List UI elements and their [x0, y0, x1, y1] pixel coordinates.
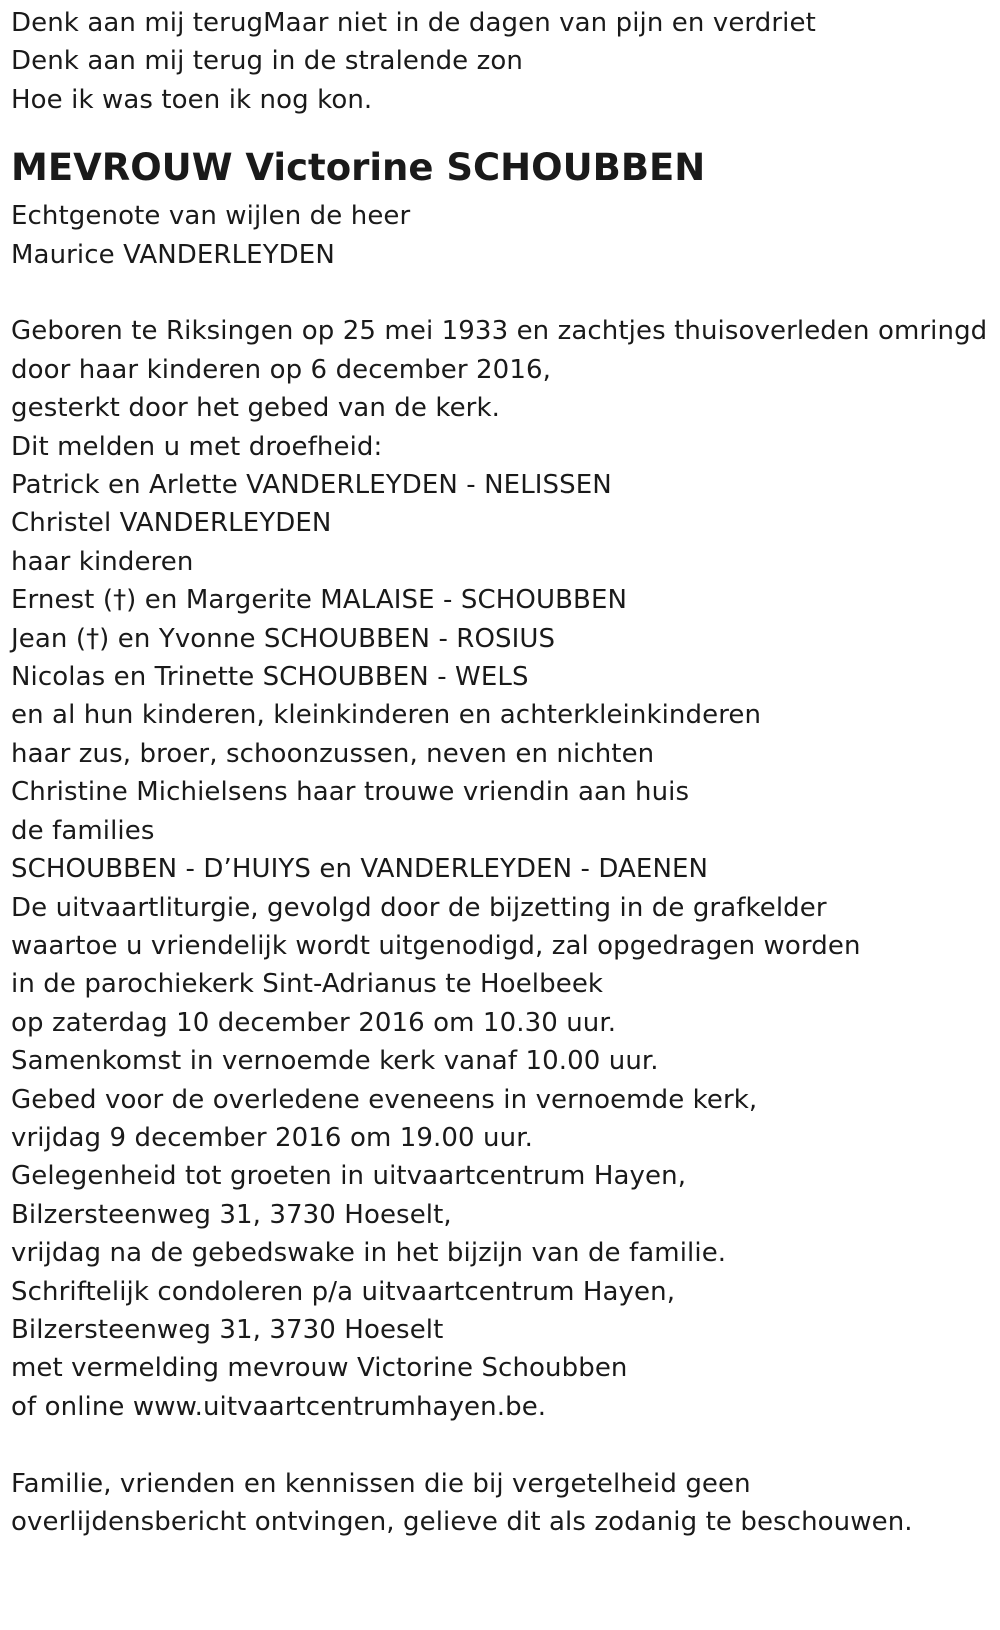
spacer: [11, 274, 1000, 312]
body-line: De uitvaartliturgie, gevolgd door de bijzetting in de grafkelder: [11, 892, 827, 923]
body-line: Geboren te Riksingen op 25 mei 1933 en zachtjes thuisoverleden omringd: [11, 316, 988, 347]
body-line: Schriftelijk condoleren p/a uitvaartcentrum Hayen,: [11, 1276, 676, 1307]
body-line: met vermelding mevrouw Victorine Schoubben: [11, 1353, 628, 1384]
spouse-line: Maurice VANDERLEYDEN: [11, 239, 335, 270]
body-line: waartoe u vriendelijk wordt uitgenodigd, zal opgedragen worden: [11, 930, 861, 961]
body-line: Gebed voor de overledene eveneens in vernoemde kerk,: [11, 1084, 758, 1115]
spouse-info: [11, 197, 1000, 274]
poem: [11, 4, 1000, 119]
deceased-name-title: MEVROUW Victorine SCHOUBBEN: [11, 146, 706, 190]
body-line: Dit melden u met droefheid:: [11, 431, 383, 462]
body-line: of online www.uitvaartcentrumhayen.be.: [11, 1391, 547, 1422]
poem-line: Denk aan mij terugMaar niet in de dagen van pijn en verdriet: [11, 8, 816, 38]
body-line: in de parochiekerk Sint-Adrianus te Hoelbeek: [11, 969, 604, 1000]
body-line: haar kinderen: [11, 546, 194, 577]
body-line: en al hun kinderen, kleinkinderen en achterkleinkinderen: [11, 700, 762, 731]
body-line: Patrick en Arlette VANDERLEYDEN - NELISSEN: [11, 470, 612, 501]
closing-note: [11, 1465, 1000, 1542]
body-line: Samenkomst in vernoemde kerk vanaf 10.00 uur.: [11, 1046, 659, 1077]
body-line: Jean (†) en Yvonne SCHOUBBEN - ROSIUS: [11, 623, 556, 654]
body-line: vrijdag na de gebedswake in het bijzijn van de familie.: [11, 1238, 727, 1269]
body-line: Ernest (†) en Margerite MALAISE - SCHOUBBEN: [11, 585, 628, 616]
closing-line: overlijdensbericht ontvingen, gelieve dit als zodanig te beschouwen.: [11, 1507, 913, 1537]
body-line: Bilzersteenweg 31, 3730 Hoeselt,: [11, 1199, 452, 1230]
body-line: Bilzersteenweg 31, 3730 Hoeselt: [11, 1314, 444, 1345]
poem-line: Hoe ik was toen ik nog kon.: [11, 84, 373, 115]
spouse-line: Echtgenote van wijlen de heer: [11, 201, 411, 232]
announcement-body: [11, 312, 1000, 1426]
body-line: Christel VANDERLEYDEN: [11, 508, 332, 539]
body-line: Gelegenheid tot groeten in uitvaartcentrum Hayen,: [11, 1161, 687, 1192]
body-line: door haar kinderen op 6 december 2016,: [11, 354, 551, 385]
body-line: gesterkt door het gebed van de kerk.: [11, 393, 500, 424]
body-line: vrijdag 9 december 2016 om 19.00 uur.: [11, 1122, 533, 1153]
spacer: [11, 1426, 1000, 1464]
poem-line: Denk aan mij terug in de stralende zon: [11, 46, 523, 77]
body-line: de families: [11, 815, 155, 846]
body-line: haar zus, broer, schoonzussen, neven en nichten: [11, 738, 655, 769]
body-line: Nicolas en Trinette SCHOUBBEN - WELS: [11, 662, 529, 693]
body-line: Christine Michielsens haar trouwe vriendin aan huis: [11, 777, 690, 808]
body-line: op zaterdag 10 december 2016 om 10.30 uur.: [11, 1007, 617, 1038]
closing-line: Familie, vrienden en kennissen die bij vergetelheid geen: [11, 1468, 751, 1499]
body-line: SCHOUBBEN - D’HUIYS en VANDERLEYDEN - DAENEN: [11, 854, 709, 885]
